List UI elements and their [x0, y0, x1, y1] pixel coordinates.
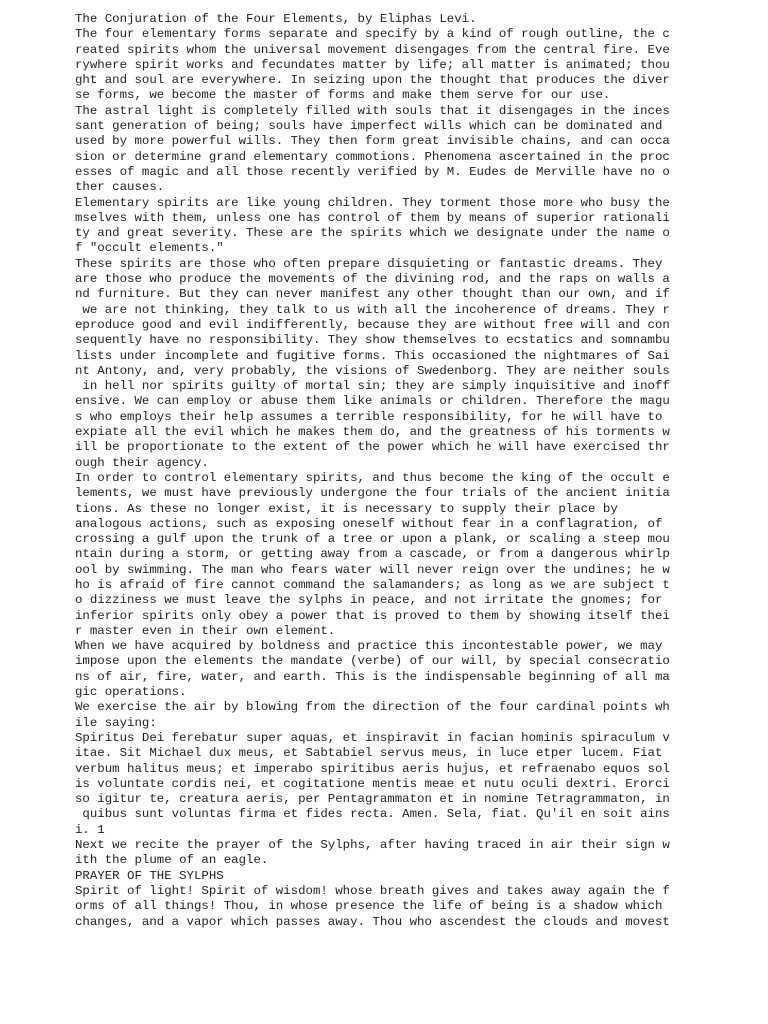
text-line: nt Antony, and, very probably, the visions of Swedenborg. They are neither souls [75, 363, 670, 378]
text-line: ough their agency. [75, 455, 209, 470]
text-line: itae. Sit Michael dux meus, et Sabtabiel servus meus, in luce etper lucem. Fiat [75, 746, 663, 761]
text-line: lements, we must have previously undergone the four trials of the ancient initia [75, 486, 670, 501]
text-line: Spirit of light! Spirit of wisdom! whose breath gives and takes away again the f [75, 883, 670, 898]
text-line: analogous actions, such as exposing oneself without fear in a conflagration, of [75, 516, 663, 531]
text-line: When we have acquired by boldness and practice this incontestable power, we may [75, 639, 663, 654]
text-line: tions. As these no longer exist, it is necessary to supply their place by [75, 501, 618, 516]
text-line: r master even in their own element. [75, 623, 336, 638]
text-line: ill be proportionate to the extent of the power which he will have exercised thr [75, 440, 670, 455]
text-line: ile saying: [75, 715, 157, 730]
text-line: mselves with them, unless one has control of them by means of superior rationali [75, 210, 670, 225]
document-title: The Conjuration of the Four Elements, by Eliphas Levi. [75, 12, 477, 26]
text-line: is voluntate cordis nei, et cogitatione mentis meae et nutu oculi dextri. Erorci [75, 776, 670, 791]
text-line: gic operations. [75, 685, 187, 700]
text-line: o dizziness we must leave the sylphs in peace, and not irritate the gnomes; for [75, 593, 663, 608]
text-line: changes, and a vapor which passes away. Thou who ascendest the clouds and movest [75, 914, 670, 929]
text-line: Spiritus Dei ferebatur super aquas, et inspiravit in facian hominis spiraculum v [75, 730, 670, 745]
text-line: Elementary spirits are like young children. They torment those more who busy the [75, 195, 670, 210]
text-line: inferior spirits only obey a power that is proved to them by showing itself thei [75, 608, 670, 623]
text-line: rywhere spirit works and fecundates matter by life; all matter is animated; thou [75, 57, 670, 72]
text-line: We exercise the air by blowing from the direction of the four cardinal points wh [75, 700, 670, 715]
text-line: ns of air, fire, water, and earth. This is the indispensable beginning of all ma [75, 669, 670, 684]
text-line: These spirits are those who often prepare disquieting or fantastic dreams. They [75, 256, 663, 271]
text-line: f "occult elements." [75, 241, 224, 256]
text-line: ght and soul are everywhere. In seizing upon the thought that produces the diver [75, 73, 670, 88]
text-line: we are not thinking, they talk to us with all the incoherence of dreams. They r [75, 302, 670, 317]
text-line: se forms, we become the master of forms and make them serve for our use. [75, 88, 611, 103]
text-line: ntain during a storm, or getting away from a cascade, or from a dangerous whirlp [75, 547, 670, 562]
text-line: expiate all the evil which he makes them do, and the greatness of his torments w [75, 425, 670, 440]
text-line: verbum halitus meus; et imperabo spiritibus aeris hujus, et refraenabo equos sol [75, 761, 670, 776]
text-line: i. 1 [75, 822, 105, 837]
text-line: ool by swimming. The man who fears water will never reign over the undines; he w [75, 562, 670, 577]
section-heading: PRAYER OF THE SYLPHS [75, 868, 224, 883]
text-line: s who employs their help assumes a terrible responsibility, for he will have to [75, 409, 663, 424]
text-line: sant generation of being; souls have imperfect wills which can be dominated and [75, 119, 663, 134]
text-line: ther causes. [75, 180, 165, 195]
text-line: so igitur te, creatura aeris, per Pentagrammaton et in nomine Tetragrammaton, in [75, 792, 670, 807]
text-line: used by more powerful wills. They then form great invisible chains, and can occa [75, 134, 670, 149]
text-line: In order to control elementary spirits, and thus become the king of the occult e [75, 470, 670, 485]
text-line: The four elementary forms separate and specify by a kind of rough outline, the c [75, 27, 670, 42]
text-line: nd furniture. But they can never manifest any other thought than our own, and if [75, 287, 670, 302]
text-line: orms of all things! Thou, in whose presence the life of being is a shadow which [75, 899, 663, 914]
text-line: ty and great severity. These are the spirits which we designate under the name o [75, 226, 670, 241]
text-line: sion or determine grand elementary commotions. Phenomena ascertained in the proc [75, 149, 670, 164]
document-page [75, 12, 675, 930]
text-line: impose upon the elements the mandate (verbe) of our will, by special consecratio [75, 654, 670, 669]
text-line: in hell nor spirits guilty of mortal sin; they are simply inquisitive and inoff [75, 379, 670, 394]
text-line: ith the plume of an eagle. [75, 853, 269, 868]
text-line: ho is afraid of fire cannot command the salamanders; as long as we are subject t [75, 577, 670, 592]
text-line: are those who produce the movements of the divining rod, and the raps on walls a [75, 272, 670, 287]
text-line: quibus sunt voluntas firma et fides recta. Amen. Sela, fiat. Qu'il en soit ains [75, 807, 670, 822]
text-line: The astral light is completely filled with souls that it disengages in the inces [75, 103, 670, 118]
text-line: eproduce good and evil indifferently, because they are without free will and con [75, 317, 670, 332]
text-line: reated spirits whom the universal movement disengages from the central fire. Eve [75, 42, 670, 57]
text-line: crossing a gulf upon the trunk of a tree or upon a plank, or scaling a steep mou [75, 532, 670, 547]
text-line: Next we recite the prayer of the Sylphs, after having traced in air their sign w [75, 838, 670, 853]
text-line: sequently have no responsibility. They show themselves to ecstatics and somnambu [75, 333, 670, 348]
text-line: lists under incomplete and fugitive forms. This occasioned the nightmares of Sai [75, 348, 670, 363]
text-line: esses of magic and all those recently verified by M. Eudes de Merville have no o [75, 164, 670, 179]
text-line: ensive. We can employ or abuse them like animals or children. Therefore the magu [75, 394, 670, 409]
